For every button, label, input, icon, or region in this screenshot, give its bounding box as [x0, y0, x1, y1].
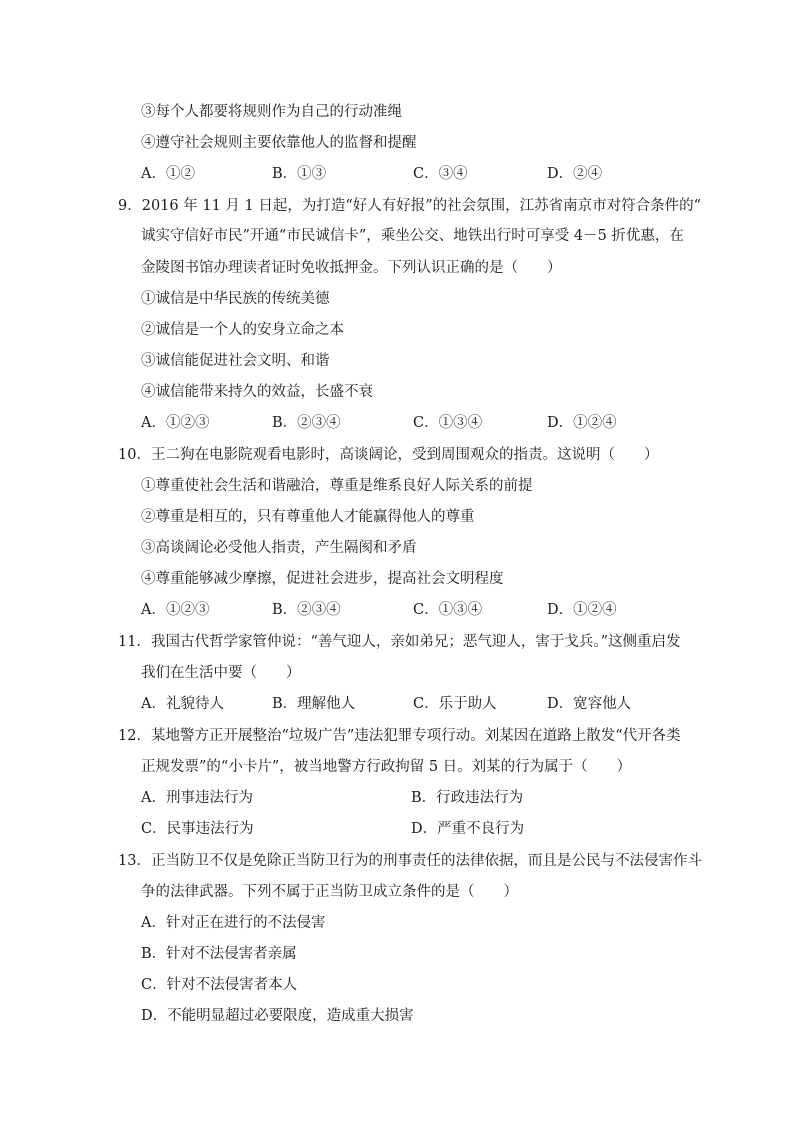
option-a: A．①②: [141, 166, 195, 182]
option-a: A．针对正在进行的不法侵害: [141, 915, 326, 931]
question-stem: 金陵图书馆办理读者证时免收抵押金。下列认识正确的是（ ）: [141, 260, 562, 276]
option-c: C．③④: [413, 166, 468, 182]
statement: ③诚信能促进社会文明、和谐: [141, 353, 330, 369]
option-a: A．①②③: [141, 415, 210, 431]
question-stem: 争的法律武器。下列不属于正当防卫成立条件的是（ ）: [141, 884, 518, 900]
option-b: B．针对不法侵害者亲属: [141, 946, 297, 962]
statement: ①尊重使社会生活和谐融洽，尊重是维系良好人际关系的前提: [141, 478, 533, 494]
option-d: D．严重不良行为: [411, 821, 525, 837]
question-stem: 10．王二狗在电影院观看电影时，高谈阔论，受到周围观众的指责。这说明（ ）: [118, 447, 659, 463]
question-stem: 13．正当防卫不仅是免除正当防卫行为的刑事责任的法律依据，而且是公民与不法侵害作斗: [118, 853, 702, 869]
question-stem: 9．2016 年 11 月 1 日起，为打造“好人有好报”的社会氛围，江苏省南京市对符合条件的“: [118, 198, 702, 214]
option-b: B．①③: [272, 166, 327, 182]
option-c: C．乐于助人: [413, 696, 497, 712]
option-b: B．行政违法行为: [411, 790, 524, 806]
option-d: D．不能明显超过必要限度，造成重大损害: [141, 1008, 414, 1024]
statement: ④遵守社会规则主要依靠他人的监督和提醒: [141, 135, 417, 151]
option-a: A．礼貌待人: [141, 696, 224, 712]
option-c: C．①③④: [413, 602, 483, 618]
question-stem: 我们在生活中要（ ）: [141, 665, 301, 681]
option-c: C．①③④: [413, 415, 483, 431]
option-d: D．①②④: [547, 602, 617, 618]
statement: ④尊重能够减少摩擦，促进社会进步，提高社会文明程度: [141, 571, 504, 587]
option-a: A．①②③: [141, 602, 210, 618]
option-c: C．针对不法侵害者本人: [141, 977, 298, 993]
option-c: C．民事违法行为: [141, 821, 254, 837]
statement: ②诚信是一个人的安身立命之本: [141, 322, 344, 338]
statement: ④诚信能带来持久的效益，长盛不衰: [141, 384, 373, 400]
option-d: D．宽容他人: [547, 696, 632, 712]
option-b: B．理解他人: [272, 696, 356, 712]
question-stem: 正规发票”的“小卡片”，被当地警方行政拘留 5 日。刘某的行为属于（ ）: [141, 759, 632, 775]
statement: ③高谈阔论必受他人指责，产生隔阂和矛盾: [141, 540, 417, 556]
question-stem: 12．某地警方正开展整治“垃圾广告”违法犯罪专项行动。刘某因在道路上散发“代开各类: [118, 728, 681, 744]
option-a: A．刑事违法行为: [141, 790, 253, 806]
option-d: D．①②④: [547, 415, 617, 431]
option-b: B．②③④: [272, 415, 341, 431]
statement: ②尊重是相互的，只有尊重他人才能赢得他人的尊重: [141, 509, 475, 525]
option-d: D．②④: [547, 166, 603, 182]
option-b: B．②③④: [272, 602, 341, 618]
question-stem: 11．我国古代哲学家管仲说：“善气迎人，亲如弟兄；恶气迎人，害于戈兵。”这侧重启发: [118, 634, 681, 650]
question-stem: 诚实守信好市民”开通“市民诚信卡”，乘坐公交、地铁出行时可享受 4－5 折优惠，在: [141, 228, 684, 244]
statement: ①诚信是中华民族的传统美德: [141, 291, 330, 307]
statement: ③每个人都要将规则作为自己的行动准绳: [141, 104, 402, 120]
